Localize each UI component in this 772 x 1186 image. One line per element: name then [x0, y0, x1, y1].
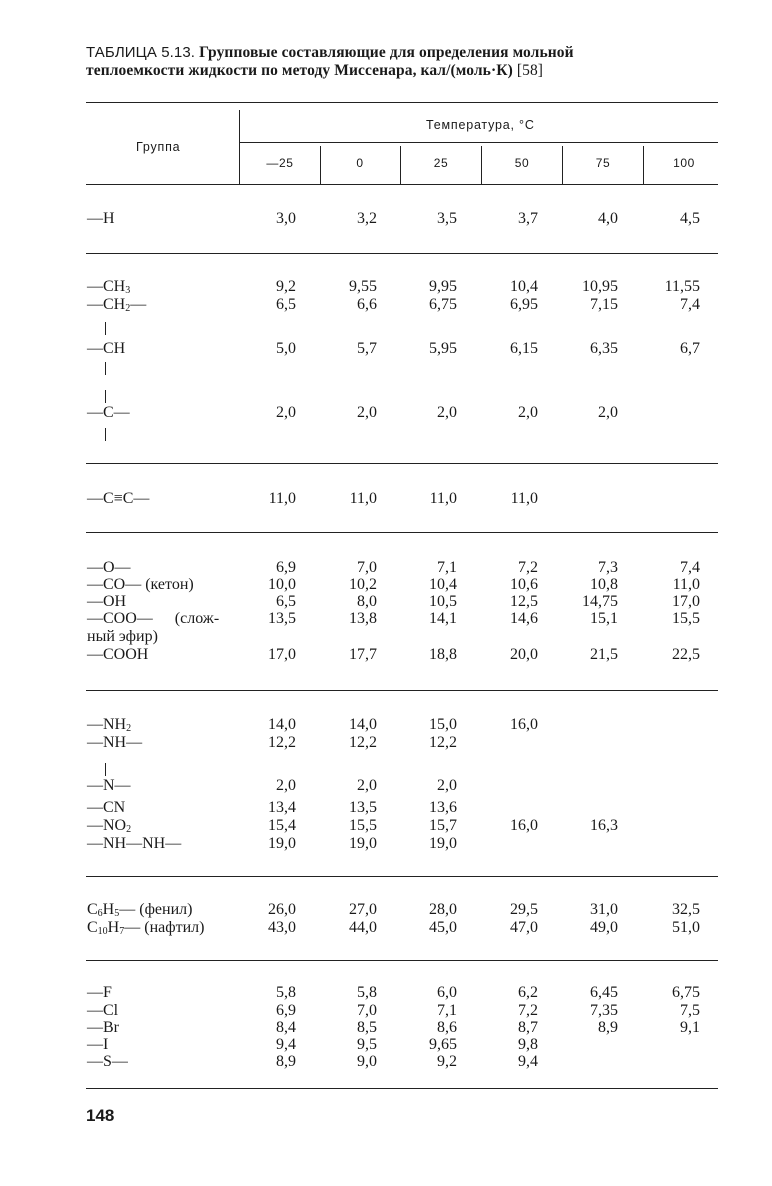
table-cell: 47,0 [510, 919, 538, 936]
table-cell: 16,3 [590, 817, 618, 834]
group-name: —NH—NH— [87, 835, 182, 852]
column-header: 100 [673, 156, 695, 170]
table-cell: 15,4 [268, 817, 296, 834]
table-cell: 11,55 [664, 278, 700, 295]
table-cell: 6,75 [672, 984, 700, 1001]
table-cell: 10,8 [590, 576, 618, 593]
page-number: 148 [86, 1106, 115, 1125]
table-cell: 7,1 [437, 559, 457, 576]
table-cell: 9,8 [518, 1036, 538, 1053]
header-temperature: Температура, °C [426, 118, 535, 132]
table-cell: 15,1 [590, 610, 618, 627]
table-cell: 8,4 [276, 1019, 296, 1036]
table-cell: 17,0 [672, 593, 700, 610]
table-bottom-rule [86, 1088, 718, 1089]
group-name: —Br [87, 1019, 119, 1036]
column-divider [643, 146, 644, 184]
table-cell: 21,5 [590, 646, 618, 663]
table-cell: 6,6 [357, 296, 377, 313]
table-cell: 9,5 [357, 1036, 377, 1053]
table-cell: 11,0 [268, 490, 296, 507]
table-cell: 6,2 [518, 984, 538, 1001]
table-cell: 3,7 [518, 210, 538, 227]
table-cell: 8,0 [357, 593, 377, 610]
table-cell: 10,95 [582, 278, 618, 295]
table-cell: 8,9 [598, 1019, 618, 1036]
group-name: —NH— [87, 734, 143, 751]
group-column-divider [239, 110, 240, 184]
caption-ref: [58] [516, 62, 544, 79]
table-cell: 16,0 [510, 716, 538, 733]
group-name: $C_6H_5—$ (фенил) [87, 901, 193, 919]
table-cell: 7,4 [680, 296, 700, 313]
group-name: —H [87, 210, 115, 227]
group-name: $—NH_2$ [87, 716, 132, 734]
table-cell: 13,5 [268, 610, 296, 627]
table-cell: 43,0 [268, 919, 296, 936]
table-cell: 8,7 [518, 1019, 538, 1036]
table-cell: 7,2 [518, 1002, 538, 1019]
table-cell: 2,0 [598, 404, 618, 421]
table-cell: 11,0 [349, 490, 377, 507]
table-cell: 6,5 [276, 593, 296, 610]
table-cell: 2,0 [357, 777, 377, 794]
bond-line [105, 362, 106, 375]
group-name: —O— [87, 559, 131, 576]
table-cell: 10,5 [429, 593, 457, 610]
table-cell: 6,75 [429, 296, 457, 313]
column-header: 25 [433, 156, 449, 170]
group-name: —COO— (слож- [87, 610, 220, 627]
group-name: —I [87, 1036, 109, 1053]
table-cell: 5,8 [357, 984, 377, 1001]
table-cell: 18,8 [429, 646, 457, 663]
table-cell: 15,5 [349, 817, 377, 834]
header-mid-rule [240, 142, 718, 143]
table-cell: 11,0 [510, 490, 538, 507]
table-cell: 2,0 [276, 404, 296, 421]
table-cell: 12,2 [268, 734, 296, 751]
column-divider [481, 146, 482, 184]
table-cell: 14,6 [510, 610, 538, 627]
table-cell: 6,35 [590, 340, 618, 357]
table-cell: 7,4 [680, 559, 700, 576]
table-cell: 26,0 [268, 901, 296, 918]
table-top-rule [86, 102, 718, 103]
table-cell: 19,0 [268, 835, 296, 852]
table-cell: 9,65 [429, 1036, 457, 1053]
column-divider [562, 146, 563, 184]
table-cell: 3,0 [276, 210, 296, 227]
table-cell: 17,0 [268, 646, 296, 663]
table-cell: 6,5 [276, 296, 296, 313]
table-cell: 13,5 [349, 799, 377, 816]
table-cell: 10,4 [429, 576, 457, 593]
group-name: —S— [87, 1053, 128, 1070]
table-cell: 51,0 [672, 919, 700, 936]
group-name: —CO— (кетон) [87, 576, 194, 593]
table-cell: 13,4 [268, 799, 296, 816]
group-name: —Cl [87, 1002, 119, 1019]
column-divider [320, 146, 321, 184]
group-name: —COOH [87, 646, 149, 663]
table-cell: 11,0 [672, 576, 700, 593]
table-cell: 9,4 [276, 1036, 296, 1053]
column-header: 0 [356, 156, 364, 170]
group-separator [86, 253, 718, 254]
group-separator [86, 463, 718, 464]
group-name: $C_{10}H_7—$ (нафтил) [87, 919, 205, 937]
table-cell: 10,6 [510, 576, 538, 593]
table-cell: 3,2 [357, 210, 377, 227]
caption-text: Групповые составляющие для определения мольной теплоемкости жидкости по методу Миссенара, кал/(моль·К) [86, 44, 574, 79]
table-cell: 7,2 [518, 559, 538, 576]
table-cell: 7,5 [680, 1002, 700, 1019]
table-cell: 6,0 [437, 984, 457, 1001]
table-cell: 5,8 [276, 984, 296, 1001]
table-cell: 6,9 [276, 559, 296, 576]
table-cell: 7,35 [590, 1002, 618, 1019]
group-name: $—CH_3$ [87, 278, 131, 296]
table-cell: 8,5 [357, 1019, 377, 1036]
header-group: Группа [136, 140, 181, 154]
table-cell: 12,5 [510, 593, 538, 610]
table-cell: 49,0 [590, 919, 618, 936]
header-bottom-rule [86, 184, 718, 185]
table-cell: 2,0 [437, 777, 457, 794]
table-cell: 11,0 [429, 490, 457, 507]
table-cell: 19,0 [429, 835, 457, 852]
table-cell: 2,0 [437, 404, 457, 421]
table-cell: 14,75 [582, 593, 618, 610]
table-cell: 19,0 [349, 835, 377, 852]
table-cell: 10,2 [349, 576, 377, 593]
table-cell: 16,0 [510, 817, 538, 834]
table-cell: 2,0 [518, 404, 538, 421]
column-header: 75 [595, 156, 611, 170]
table-cell: 8,9 [276, 1053, 296, 1070]
table-cell: 7,0 [357, 1002, 377, 1019]
table-cell: 31,0 [590, 901, 618, 918]
table-cell: 28,0 [429, 901, 457, 918]
group-name: —OH [87, 593, 127, 610]
group-name: $—NO_2$ [87, 817, 132, 835]
table-cell: 45,0 [429, 919, 457, 936]
group-name: ный эфир) [87, 628, 158, 645]
table-cell: 9,55 [349, 278, 377, 295]
table-cell: 3,5 [437, 210, 457, 227]
table-cell: 27,0 [349, 901, 377, 918]
table-cell: 4,5 [680, 210, 700, 227]
table-cell: 32,5 [672, 901, 700, 918]
group-name: —CN [87, 799, 126, 816]
table-cell: 15,5 [672, 610, 700, 627]
table-cell: 9,1 [680, 1019, 700, 1036]
group-separator [86, 532, 718, 533]
table-cell: 7,0 [357, 559, 377, 576]
table-cell: 2,0 [276, 777, 296, 794]
table-cell: 7,3 [598, 559, 618, 576]
table-cell: 13,6 [429, 799, 457, 816]
group-separator [86, 960, 718, 961]
table-cell: 13,8 [349, 610, 377, 627]
table-cell: 14,0 [349, 716, 377, 733]
caption-label: ТАБЛИЦА 5.13. [86, 44, 196, 61]
table-cell: 5,95 [429, 340, 457, 357]
table-cell: 8,6 [437, 1019, 457, 1036]
table-cell: 9,0 [357, 1053, 377, 1070]
group-name: —C≡C— [87, 490, 150, 507]
bond-line [105, 763, 106, 776]
table-cell: 15,0 [429, 716, 457, 733]
table-cell: 9,4 [518, 1053, 538, 1070]
table-cell: 10,0 [268, 576, 296, 593]
table-cell: 7,15 [590, 296, 618, 313]
table-cell: 7,1 [437, 1002, 457, 1019]
table-cell: 29,5 [510, 901, 538, 918]
table-cell: 9,2 [437, 1053, 457, 1070]
group-name: $—CH_2—$ [87, 296, 147, 314]
table-cell: 9,2 [276, 278, 296, 295]
table-cell: 17,7 [349, 646, 377, 663]
table-cell: 6,7 [680, 340, 700, 357]
table-cell: 14,0 [268, 716, 296, 733]
bond-line [105, 322, 106, 335]
group-name: —N— [87, 777, 131, 794]
table-cell: 20,0 [510, 646, 538, 663]
table-cell: 2,0 [357, 404, 377, 421]
table-cell: 4,0 [598, 210, 618, 227]
group-separator [86, 876, 718, 877]
table-cell: 15,7 [429, 817, 457, 834]
column-divider [400, 146, 401, 184]
table-cell: 6,45 [590, 984, 618, 1001]
table-cell: 12,2 [429, 734, 457, 751]
group-separator [86, 690, 718, 691]
bond-line [105, 428, 106, 441]
table-cell: 6,95 [510, 296, 538, 313]
column-header: —25 [266, 156, 294, 170]
table-cell: 6,15 [510, 340, 538, 357]
table-cell: 10,4 [510, 278, 538, 295]
table-cell: 14,1 [429, 610, 457, 627]
table-cell: 12,2 [349, 734, 377, 751]
table-cell: 9,95 [429, 278, 457, 295]
table-caption [86, 44, 606, 80]
group-name: —C— [87, 404, 130, 421]
column-header: 50 [514, 156, 530, 170]
table-cell: 5,0 [276, 340, 296, 357]
group-name: —F [87, 984, 112, 1001]
bond-line [105, 390, 106, 403]
group-name: —CH [87, 340, 126, 357]
table-cell: 44,0 [349, 919, 377, 936]
table-cell: 22,5 [672, 646, 700, 663]
table-cell: 5,7 [357, 340, 377, 357]
table-cell: 6,9 [276, 1002, 296, 1019]
